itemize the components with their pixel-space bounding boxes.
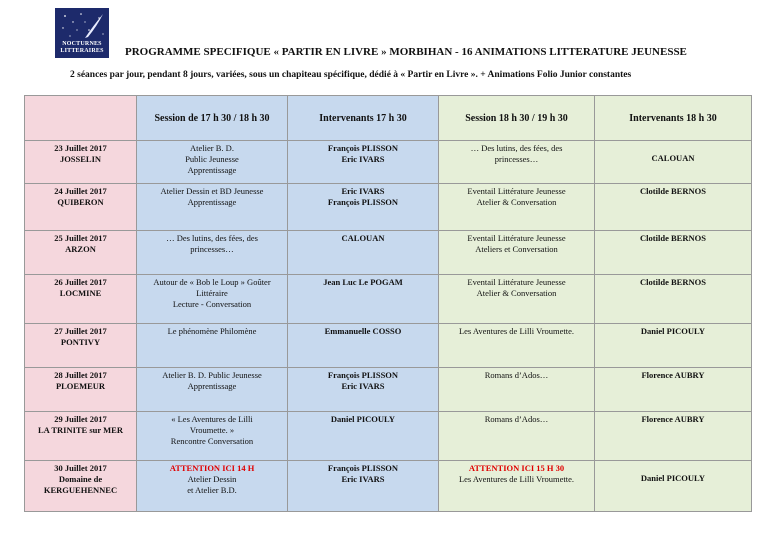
header-session-1: Session de 17 h 30 / 18 h 30 [137,96,288,141]
date-cell: 30 Juillet 2017 Domaine de KERGUEHENNEC [25,461,137,512]
session-1-cell: Autour de « Bob le Loup » Goûter Littéraire Lecture - Conversation [137,275,288,324]
nocturnes-litteraires-logo [55,8,109,58]
header-date [25,96,137,141]
header-speakers-1: Intervenants 17 h 30 [288,96,439,141]
speakers-1-cell: François PLISSON Eric IVARS [288,141,439,184]
date-cell: 27 Juillet 2017 PONTIVY [25,324,137,368]
speakers-2-cell: Daniel PICOULY [595,461,752,512]
stars-quill-icon [55,8,109,44]
page-title: PROGRAMME SPECIFIQUE « PARTIR EN LIVRE » MORBIHAN - 16 ANIMATIONS LITTERATURE JEUNESSE [125,46,687,58]
date-cell: 29 Juillet 2017 LA TRINITE sur MER [25,412,137,461]
date-cell: 26 Juillet 2017 LOCMINE [25,275,137,324]
session-1-cell: « Les Aventures de Lilli Vroumette. » Rencontre Conversation [137,412,288,461]
speakers-1-cell: Jean Luc Le POGAM [288,275,439,324]
table-row [25,412,752,461]
session-2-cell: Romans d’Ados… [439,412,595,461]
speakers-1-cell: Eric IVARS François PLISSON [288,184,439,231]
table-header-row [25,96,752,141]
table-row [25,141,752,184]
table-row [25,368,752,412]
session-2-cell: Eventail Littérature Jeunesse Ateliers et Conversation [439,231,595,275]
speakers-2-cell: Florence AUBRY [595,368,752,412]
page-subtitle: 2 séances par jour, pendant 8 jours, variées, sous un chapiteau spécifique, dédié à « Partir en Livre ». + Animations Folio Junior constantes [70,70,632,80]
header-session-2: Session 18 h 30 / 19 h 30 [439,96,595,141]
speakers-2-cell: Daniel PICOULY [595,324,752,368]
speakers-1-cell: François PLISSON Eric IVARS [288,461,439,512]
session-1-cell: Atelier B. D. Public Jeunesse Apprentissage [137,368,288,412]
speakers-1-cell: Daniel PICOULY [288,412,439,461]
date-cell: 23 Juillet 2017 JOSSELIN [25,141,137,184]
session-1-cell: ATTENTION ICI 14 H Atelier Dessin et Atelier B.D. [137,461,288,512]
session-2-cell: ATTENTION ICI 15 H 30 Les Aventures de Lilli Vroumette. [439,461,595,512]
table-row [25,324,752,368]
session-2-cell: Eventail Littérature Jeunesse Atelier & Conversation [439,275,595,324]
session-1-cell: Atelier Dessin et BD Jeunesse Apprentissage [137,184,288,231]
table-row [25,275,752,324]
program-table [24,95,752,512]
speakers-2-cell: Clotilde BERNOS [595,184,752,231]
speakers-2-cell: Clotilde BERNOS [595,231,752,275]
date-cell: 25 Juillet 2017 ARZON [25,231,137,275]
date-cell: 24 Juillet 2017 QUIBERON [25,184,137,231]
session-2-cell: Romans d’Ados… [439,368,595,412]
table-row [25,184,752,231]
speakers-2-cell: Clotilde BERNOS [595,275,752,324]
speakers-2-cell: Florence AUBRY [595,412,752,461]
logo-line-1: NOCTURNES [62,41,102,47]
speakers-2-cell: CALOUAN [595,141,752,184]
session-1-cell: … Des lutins, des fées, des princesses… [137,231,288,275]
header-speakers-2: Intervenants 18 h 30 [595,96,752,141]
alert-note: ATTENTION ICI 14 H [169,463,255,473]
session-1-cell: Atelier B. D. Public Jeunesse Apprentissage [137,141,288,184]
session-2-cell: Eventail Littérature Jeunesse Atelier & Conversation [439,184,595,231]
logo-line-2: LITTERAIRES [60,48,104,54]
session-1-cell: Le phénomène Philomène [137,324,288,368]
table-row [25,461,752,512]
session-2-cell: … Des lutins, des fées, des princesses… [439,141,595,184]
alert-note: ATTENTION ICI 15 H 30 [468,463,565,473]
speakers-1-cell: Emmanuelle COSSO [288,324,439,368]
table-row [25,231,752,275]
speakers-1-cell: CALOUAN [288,231,439,275]
session-2-cell: Les Aventures de Lilli Vroumette. [439,324,595,368]
speakers-1-cell: François PLISSON Eric IVARS [288,368,439,412]
date-cell: 28 Juillet 2017 PLOEMEUR [25,368,137,412]
